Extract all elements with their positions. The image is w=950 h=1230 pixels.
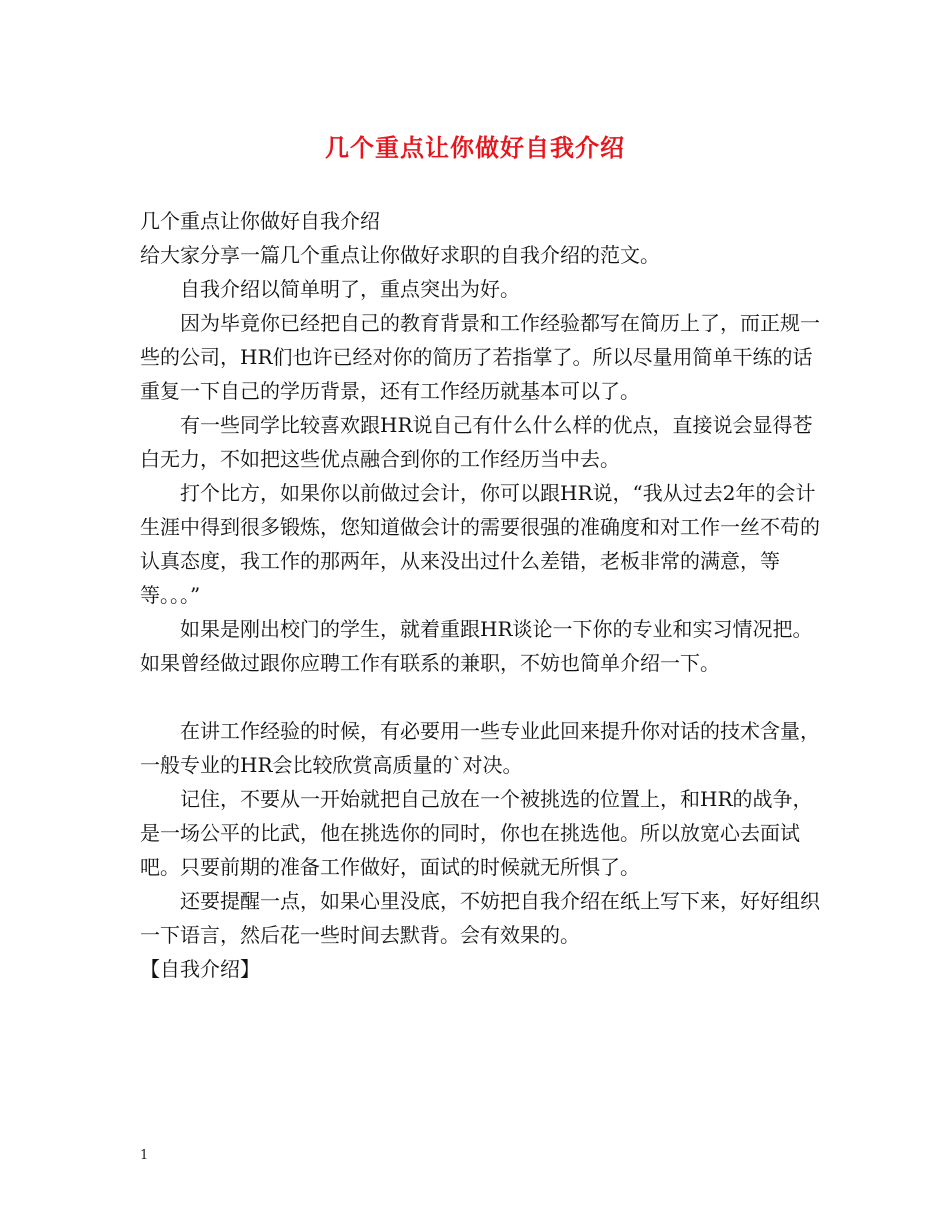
- intro-line: 给大家分享一篇几个重点让你做好求职的自我介绍的范文。: [140, 243, 660, 267]
- paragraph-graduates: 如果是刚出校门的学生，就着重跟HR谈论一下你的专业和实习情况把。如果曾经做过跟你应聘工作有联系的兼职，不妨也简单介绍一下。: [140, 617, 813, 675]
- section-tag: 【自我介绍】: [140, 957, 260, 981]
- paragraph-gap: [140, 680, 820, 714]
- paragraph-strengths: 有一些同学比较喜欢跟HR说自己有什么什么样的优点，直接说会显得苍白无力，不如把这些优点融合到你的工作经历当中去。: [140, 413, 813, 471]
- paragraph-terminology: 在讲工作经验的时候，有必要用一些专业此回来提升你对话的技术含量，一般专业的HR会比较欣赏高质量的`对决。: [140, 719, 820, 777]
- paragraph-principle: 自我介绍以简单明了，重点突出为好。: [180, 277, 520, 301]
- document-body: [140, 204, 820, 986]
- page-number: 1: [140, 1148, 149, 1163]
- paragraph-mindset: 记住，不要从一开始就把自己放在一个被挑选的位置上，和HR的战争，是一场公平的比武，他在挑选你的同时，你也在挑选他。所以放宽心去面试吧。只要前期的准备工作做好，面试的时候就无所惧了。: [140, 787, 813, 879]
- paragraph-rehearse: 还要提醒一点，如果心里没底，不妨把自我介绍在纸上写下来，好好组织一下语言，然后花一些时间去默背。会有效果的。: [140, 889, 820, 947]
- paragraph-example: 打个比方，如果你以前做过会计，你可以跟HR说，“我从过去2年的会计生涯中得到很多锻炼，您知道做会计的需要很强的准确度和对工作一丝不苟的认真态度，我工作的那两年，从来没出过什么差错，老板非常的满意，等等。。。”: [140, 481, 820, 607]
- subtitle-line: 几个重点让你做好自我介绍: [140, 209, 380, 233]
- paragraph-education: 因为毕竟你已经把自己的教育背景和工作经验都写在简历上了，而正规一些的公司，HR们也许已经对你的简历了若指掌了。所以尽量用简单干练的话重复一下自己的学历背景，还有工作经历就基本可以了。: [140, 311, 820, 403]
- document-title: 几个重点让你做好自我介绍: [325, 133, 625, 162]
